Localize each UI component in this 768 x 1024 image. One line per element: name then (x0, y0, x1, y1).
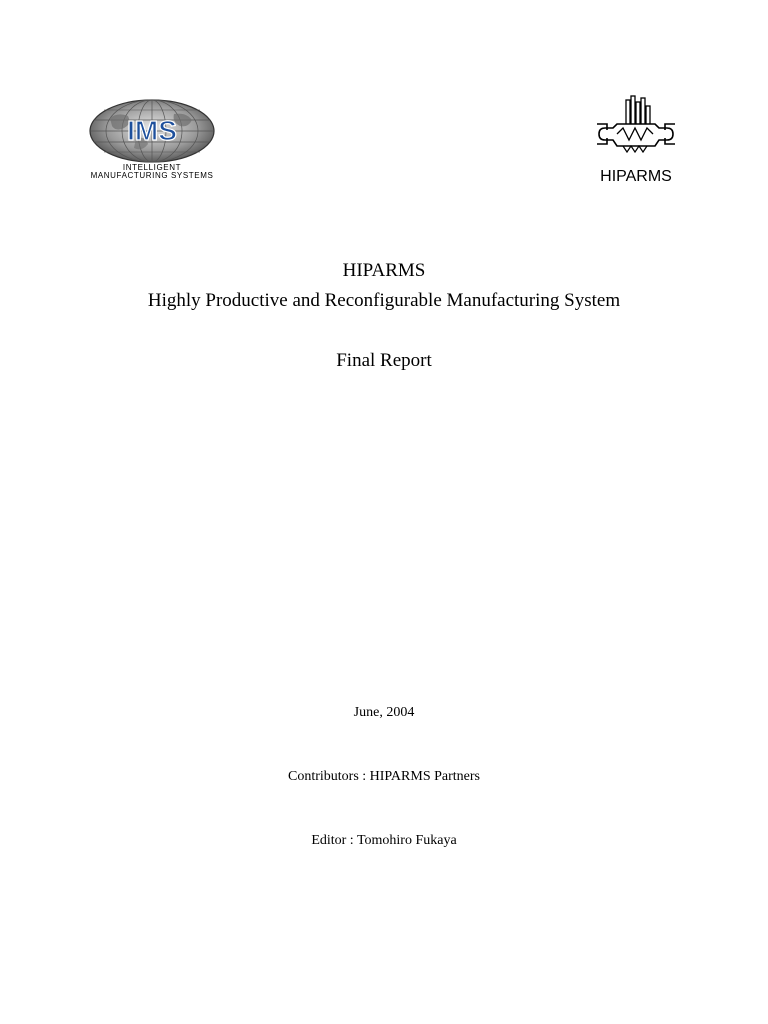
hiparms-logo (590, 94, 682, 190)
editor: Editor : Tomohiro Fukaya (311, 833, 457, 848)
report-type: Final Report (336, 350, 432, 371)
hiparms-logo-caption: HIPARMS (600, 168, 672, 185)
project-acronym: HIPARMS (342, 260, 426, 281)
hiparms-emblem-icon (595, 94, 677, 160)
ims-caption-line2: MANUFACTURING SYSTEMS (90, 171, 214, 180)
ims-caption-line1: INTELLIGENT (122, 163, 182, 172)
ims-globe-icon (88, 98, 216, 164)
report-date: June, 2004 (353, 705, 415, 720)
project-full-name: Highly Productive and Reconfigurable Manufacturing System (147, 290, 621, 311)
contributors: Contributors : HIPARMS Partners (287, 769, 480, 784)
ims-caption (80, 164, 224, 180)
title-block (0, 256, 768, 316)
ims-logo (80, 98, 224, 184)
ims-wordmark: IMS (127, 115, 177, 146)
